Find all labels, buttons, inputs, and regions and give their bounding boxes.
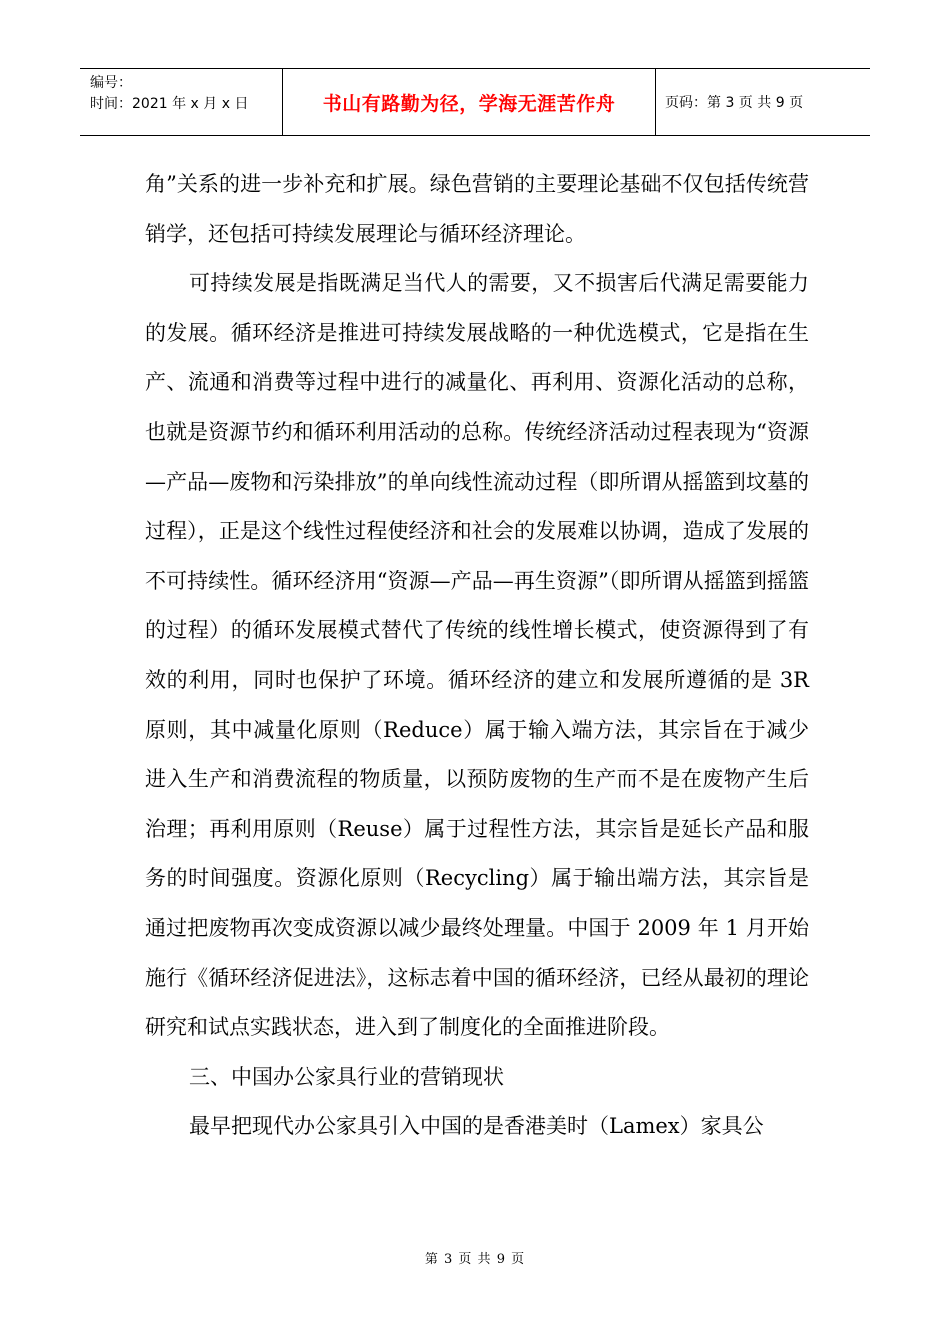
document-date: 时间：2021 年 x 月 x 日: [90, 96, 249, 112]
header-meta: [80, 69, 282, 135]
header-page-code: 页码：第 3 页 共 9 页: [665, 95, 804, 111]
page-footer: 第 3 页 共 9 页: [424, 1252, 526, 1267]
body-text: [145, 160, 809, 1152]
paragraph: 角”关系的进一步补充和扩展。绿色营销的主要理论基础不仅包括传统营销学，还包括可持续发展理论与循环经济理论。: [145, 172, 809, 246]
paragraph: 最早把现代办公家具引入中国的是香港美时（Lamex）家具公: [189, 1114, 764, 1139]
section-heading: 三、中国办公家具行业的营销现状: [189, 1064, 504, 1089]
header-motto: 书山有路勤为径，学海无涯苦作舟: [322, 92, 616, 115]
document-number-label: 编号：: [90, 75, 132, 91]
paragraph: 可持续发展是指既满足当代人的需要，又不损害后代满足需要能力的发展。循环经济是推进可持续发展战略的一种优选模式，它是指在生产、流通和消费等过程中进行的减量化、再利用、资源化活动的总称，也就是资源节约和循环利用活动的总称。传统经济活动过程表现为“资源—产品—废物和污染排放”的单向线性流动过程（即所谓从摇篮到坟墓的过程），正是这个线性过程使经济和社会的发展难以协调，造成了发展的不可持续性。循环经济用“资源—产品—再生资源”（即所谓从摇篮到摇篮的过程）的循环发展模式替代了传统的线性增长模式，使资源得到了有效的利用，同时也保护了环境。循环经济的建立和发展所遵循的是 3R 原则，其中减量化原则（Reduce）属于输入端方法，其宗旨在于减少进入生产和消费流程的物质量，以预防废物的生产而不是在废物产生后治理；再利用原则（Reuse）属于过程性方法，其宗旨是延长产品和服务的时间强度。资源化原则（Recycling）属于输出端方法，其宗旨是通过把废物再次变成资源以减少最终处理量。中国于 2009 年 1 月开始施行《循环经济促进法》，这标志着中国的循环经济，已经从最初的理论研究和试点实践状态，进入到了制度化的全面推进阶段。: [145, 271, 809, 1040]
header-page-code-cell: [656, 69, 870, 135]
page-header: [80, 68, 870, 136]
header-motto-cell: [282, 69, 656, 135]
